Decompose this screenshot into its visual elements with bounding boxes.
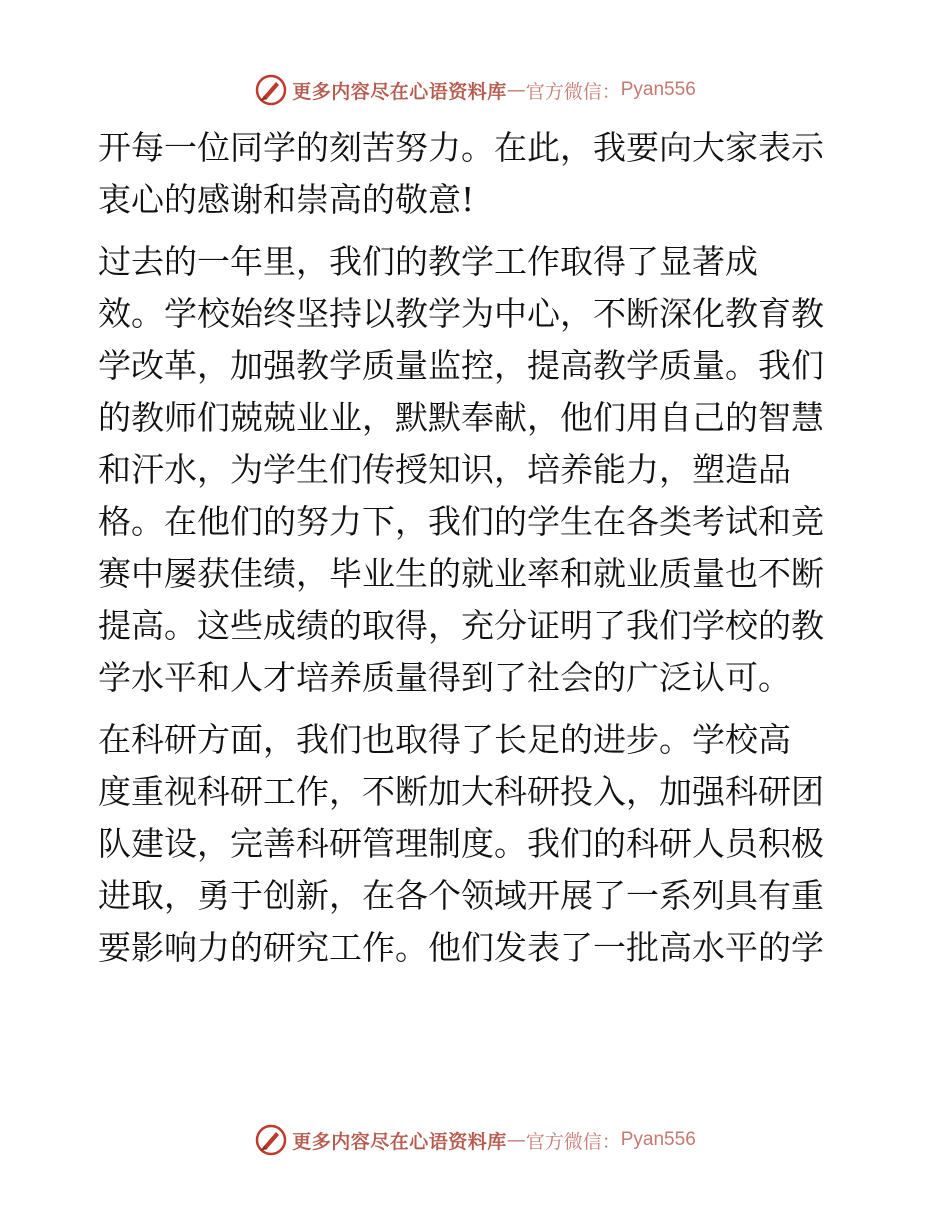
pen-logo-icon bbox=[254, 73, 288, 107]
document-body bbox=[98, 122, 858, 974]
banner-wechat-label: 官方微信： bbox=[525, 80, 621, 103]
header-banner bbox=[0, 70, 950, 110]
pen-logo-icon bbox=[254, 1123, 288, 1157]
text-line: 和汗水，为学生们传授知识，培养能力，塑造品 bbox=[98, 450, 791, 489]
paragraph bbox=[98, 122, 858, 226]
banner-wechat-id: Pyan556 bbox=[620, 1129, 696, 1150]
text-line: 队建设，完善科研管理制度。我们的科研人员积极 bbox=[98, 824, 824, 863]
banner-dash: — bbox=[506, 79, 526, 101]
text-line: 度重视科研工作，不断加大科研投入，加强科研团 bbox=[98, 772, 824, 811]
header-banner-content bbox=[254, 73, 696, 107]
footer-banner bbox=[0, 1120, 950, 1160]
text-line: 学改革，加强教学质量监控，提高教学质量。我们 bbox=[98, 346, 824, 385]
footer-banner-content bbox=[254, 1123, 696, 1157]
text-line: 开每一位同学的刻苦努力。在此，我要向大家表示 bbox=[98, 128, 824, 167]
text-line: 提高。这些成绩的取得，充分证明了我们学校的教 bbox=[98, 606, 824, 645]
text-line: 进取，勇于创新，在各个领域开展了一系列具有重 bbox=[98, 876, 824, 915]
banner-wechat-id: Pyan556 bbox=[620, 79, 696, 100]
banner-wechat-label: 官方微信： bbox=[525, 1130, 621, 1153]
banner-site-text: 更多内容尽在心语资料库 bbox=[292, 80, 507, 103]
text-line: 在科研方面，我们也取得了长足的进步。学校高 bbox=[98, 720, 791, 759]
text-line: 效。学校始终坚持以教学为中心，不断深化教育教 bbox=[98, 294, 824, 333]
text-line: 学水平和人才培养质量得到了社会的广泛认可。 bbox=[98, 658, 791, 697]
text-line: 过去的一年里，我们的教学工作取得了显著成 bbox=[98, 242, 758, 281]
paragraph bbox=[98, 714, 858, 974]
text-line: 格。在他们的努力下，我们的学生在各类考试和竞 bbox=[98, 502, 824, 541]
text-line: 要影响力的研究工作。他们发表了一批高水平的学 bbox=[98, 928, 824, 967]
text-line: 衷心的感谢和崇高的敬意! bbox=[98, 180, 475, 219]
text-line: 赛中屡获佳绩，毕业生的就业率和就业质量也不断 bbox=[98, 554, 824, 593]
banner-dash: — bbox=[506, 1129, 526, 1151]
paragraph bbox=[98, 236, 858, 704]
text-line: 的教师们兢兢业业，默默奉献，他们用自己的智慧 bbox=[98, 398, 824, 437]
banner-site-text: 更多内容尽在心语资料库 bbox=[292, 1130, 507, 1153]
